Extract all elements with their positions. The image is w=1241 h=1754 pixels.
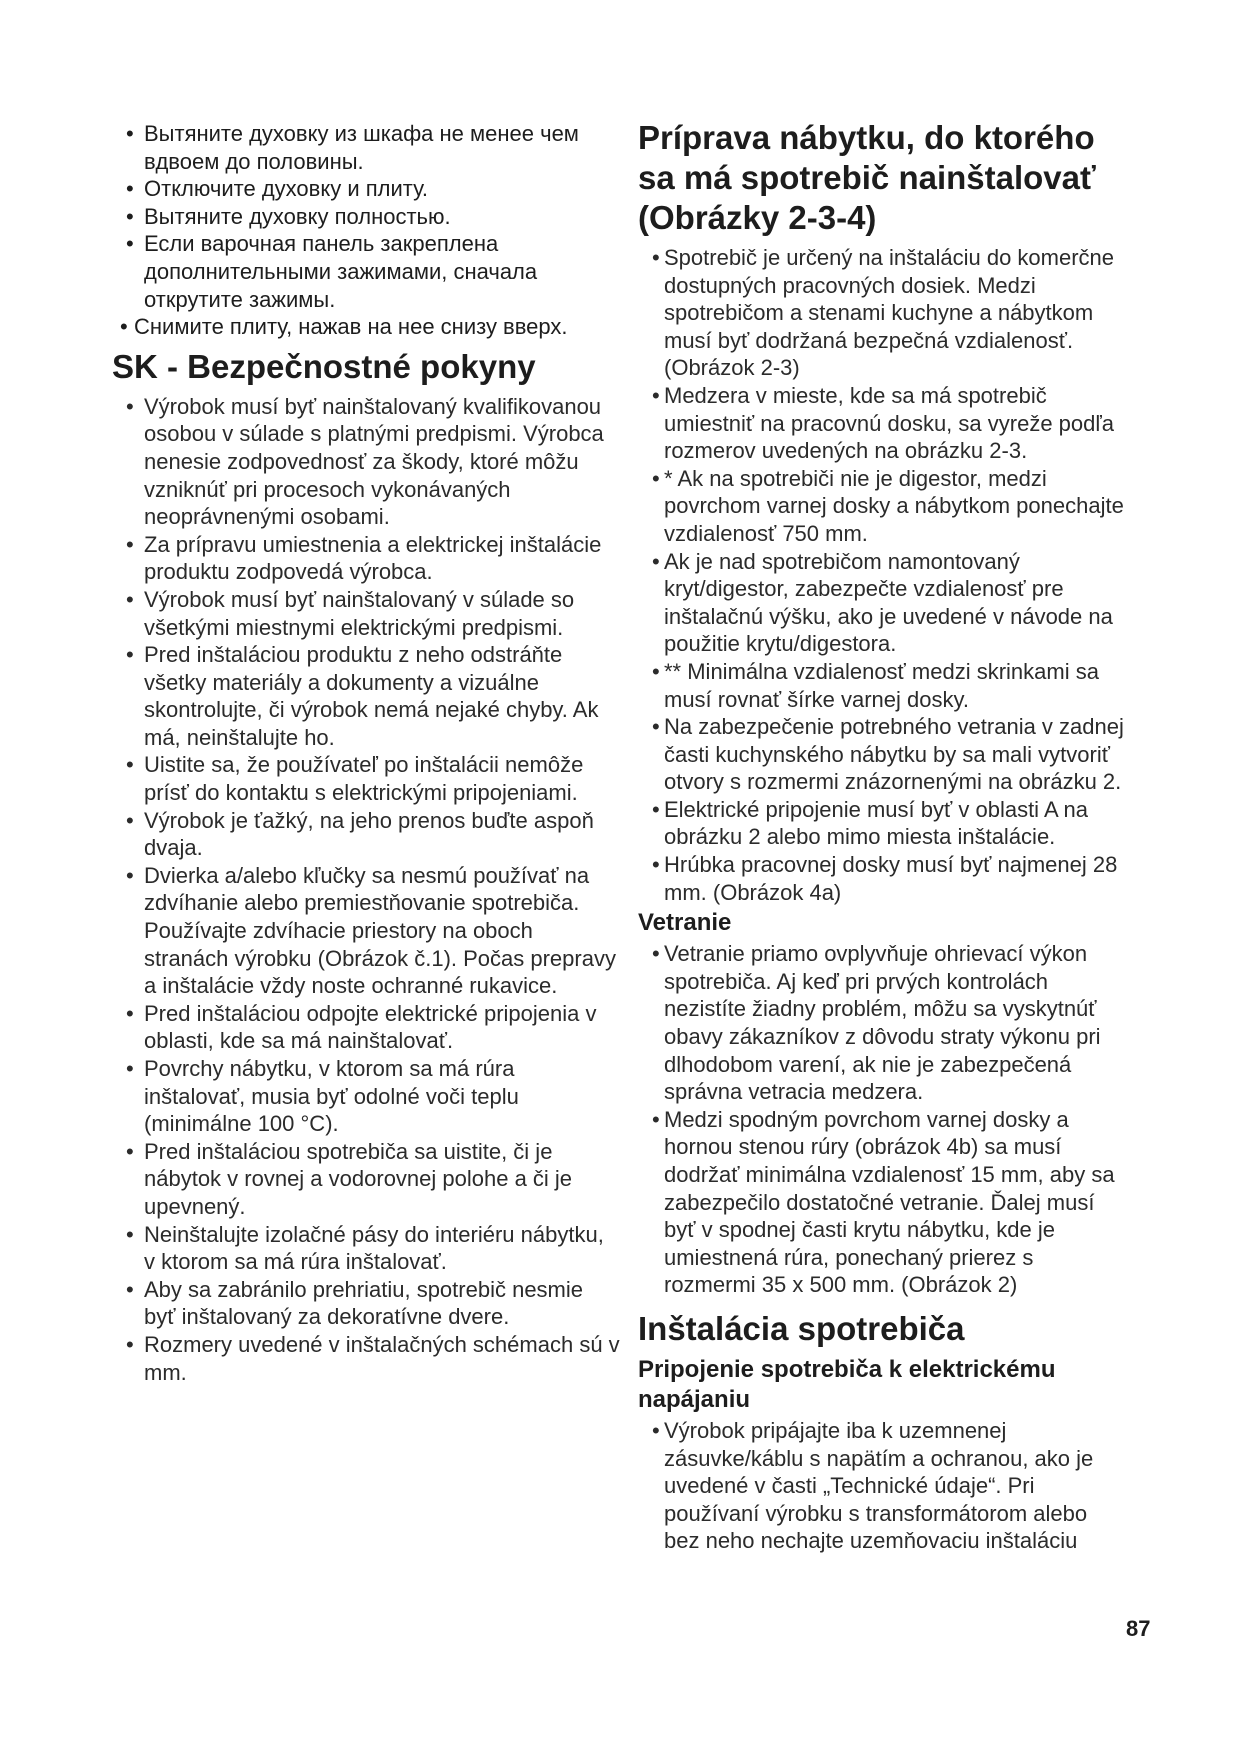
list-item: • Hrúbka pracovnej dosky musí byť najmenej 28 mm. (Obrázok 4a): [652, 852, 1118, 905]
list-item: • Uistite sa, že používateľ po inštalácii nemôže prísť do kontaktu s elektrickými pripojeniami.: [126, 752, 584, 806]
section-heading-installation: Inštalácia spotrebiča: [638, 1309, 965, 1347]
list-item: • Povrchy nábytku, v ktorom sa má rúra inštalovať, musia byť odolné voči teplu (minimálne 100 °C).: [126, 1056, 519, 1137]
list-item: • Отключите духовку и плиту.: [126, 176, 429, 202]
list-item: • Вытяните духовку из шкафа не менее чем вдвоем до половины.: [126, 121, 579, 174]
list-item: • Výrobok je ťažký, na jeho prenos buďte aspoň dvaja.: [126, 807, 594, 861]
bullet: •: [126, 1138, 134, 1164]
ventilation-list: [638, 940, 1128, 1299]
preparation-list: [638, 244, 1128, 906]
list-item: • * Ak na spotrebiči nie je digestor, medzi povrchom varnej dosky a nábytkom ponechajte vzdialenosť 750 mm.: [652, 465, 1124, 546]
list-item: • Если варочная панель закреплена дополнительными зажимами, сначала открутите зажимы.: [126, 231, 538, 312]
list-item: • Elektrické pripojenie musí byť v oblasti A na obrázku 2 alebo mimo miesta inštalácie.: [652, 796, 1089, 850]
left-column: [112, 120, 620, 1386]
list-item: • ** Minimálna vzdialenosť medzi skrinkami sa musí rovnať šírke varnej dosky.: [652, 658, 1099, 712]
bullet: •: [126, 752, 134, 778]
bullet: •: [652, 1106, 660, 1132]
list-item: • Pred inštaláciou produktu z neho odstráňte všetky materiály a dokumenty a vizuálne skontrolujte, či výrobok nemá nejaké chyby. Ak má, neinštalujte ho.: [126, 642, 599, 750]
list-item: • Снимите плиту, нажав на нее снизу вверх.: [120, 314, 568, 340]
subheading-power: Pripojenie spotrebiča k elektrickému napájaniu: [638, 1355, 1056, 1413]
bullet: •: [126, 586, 134, 612]
bullet: •: [652, 245, 660, 270]
list-item: • Ak je nad spotrebičom namontovaný kryt/digestor, zabezpečte vzdialenosť pre inštalačnú výšku, ako je uvedené v návode na použitie krytu/digestora.: [652, 548, 1113, 657]
bullet: •: [652, 941, 660, 967]
page-number: 87: [1126, 1616, 1151, 1641]
list-item: • Medzi spodným povrchom varnej dosky a hornou stenou rúry (obrázok 4b) sa musí dodržať minimálna vzdialenosť 15 mm, aby sa zabezpečilo dostatočné vetranie. Ďalej musí byť v spodnej časti krytu nábytku, kde je umiestnená rúra, ponechaný prierez s rozmermi 35 x 500 mm. (Obrázok 2): [652, 1106, 1115, 1298]
bullet: •: [652, 1417, 660, 1443]
list-item: • Medzera v mieste, kde sa má spotrebič umiestniť na pracovnú dosku, sa vyreže podľa rozmerov uvedených na obrázku 2-3.: [652, 382, 1115, 464]
list-item: • Aby sa zabránilo prehriatiu, spotrebič nesmie byť inštalovaný za dekoratívne dvere.: [126, 1276, 584, 1330]
bullet: •: [126, 531, 134, 557]
bullet: •: [126, 862, 134, 888]
section-heading-sk: SK - Bezpečnostné pokyny: [112, 347, 536, 385]
subheading-ventilation: Vetranie: [638, 909, 732, 937]
list-item: • Dvierka a/alebo kľučky sa nesmú používať na zdvíhanie alebo premiestňovanie spotrebiča. Používajte zdvíhacie priestory na oboch stranách výrobku (Obrázok č.1). Počas prepravy a inštalácie vždy noste ochranné rukavice.: [126, 862, 616, 999]
bullet: •: [126, 231, 134, 257]
sk-list: [112, 393, 620, 1386]
list-item: • Вытяните духовку полностью.: [126, 203, 451, 229]
bullet: •: [652, 714, 660, 740]
ru-list: [112, 120, 620, 341]
bullet: •: [126, 1331, 134, 1357]
bullet: •: [652, 852, 660, 878]
list-item: • Výrobok pripájajte iba k uzemnenej zásuvke/káblu s napätím a ochranou, ako je uvedené v časti „Technické údaje“. Pri používaní výrobku s transformátorom alebo bez neho nechajte uzemňovaciu inštaláciu: [652, 1417, 1094, 1554]
bullet: •: [126, 1000, 134, 1026]
bullet: •: [126, 393, 134, 419]
list-item: • Spotrebič je určený na inštaláciu do komerčne dostupných pracovných dosiek. Medzi spotrebičom a stenami kuchyne a nábytkom musí byť dodržaná bezpečná vzdialenosť. (Obrázok 2-3): [652, 245, 1115, 381]
bullet: •: [126, 176, 134, 202]
bullet: •: [652, 382, 660, 408]
bullet: •: [126, 121, 134, 146]
power-list: [638, 1417, 1128, 1555]
bullet: •: [126, 807, 134, 833]
list-item: • Na zabezpečenie potrebného vetrania v zadnej časti kuchynského nábytku by sa mali vytvoriť otvory s rozmermi znázornenými na obrázku 2.: [652, 714, 1124, 795]
list-item: • Vetranie priamo ovplyvňuje ohrievací výkon spotrebiča. Aj keď pri prvých kontrolách nezistíte žiadny problém, môžu sa vyskytnúť obavy zákazníkov z dôvodu straty výkonu pri dlhodobom varení, ak nie je zabezpečená správna vetracia medzera.: [652, 941, 1101, 1105]
bullet: •: [126, 642, 134, 668]
list-item: • Pred inštaláciou odpojte elektrické pripojenia v oblasti, kde sa má nainštalovať.: [126, 1000, 597, 1054]
bullet: •: [126, 1221, 134, 1247]
bullet: •: [652, 548, 660, 574]
bullet: •: [652, 658, 660, 684]
list-item: • Pred inštaláciou spotrebiča sa uistite, či je nábytok v rovnej a vodorovnej polohe a či je upevnený.: [126, 1138, 573, 1219]
right-column: [638, 118, 1128, 1555]
list-item: • Výrobok musí byť nainštalovaný v súlade so všetkými miestnymi elektrickými predpismi.: [126, 586, 575, 640]
list-item: • Výrobok musí byť nainštalovaný kvalifikovanou osobou v súlade s platnými predpismi. Výrobca nenesie zodpovednosť za škody, ktoré môžu vzniknúť pri procesoch vykonávaných neoprávnenými osobami.: [126, 393, 604, 530]
list-item: • Neinštalujte izolačné pásy do interiéru nábytku, v ktorom sa má rúra inštalovať.: [126, 1221, 604, 1275]
section-heading-preparation: Príprava nábytku, do ktorého sa má spotrebič nainštalovať (Obrázky 2-3-4): [638, 119, 1096, 236]
bullet: •: [652, 796, 660, 822]
bullet: •: [120, 314, 128, 340]
bullet: •: [126, 1276, 134, 1302]
list-item: • Rozmery uvedené v inštalačných schémach sú v mm.: [126, 1331, 620, 1385]
bullet: •: [126, 203, 134, 229]
list-item: • Za prípravu umiestnenia a elektrickej inštalácie produktu zodpovedá výrobca.: [126, 531, 602, 585]
bullet: •: [652, 465, 660, 491]
bullet: •: [126, 1056, 134, 1081]
